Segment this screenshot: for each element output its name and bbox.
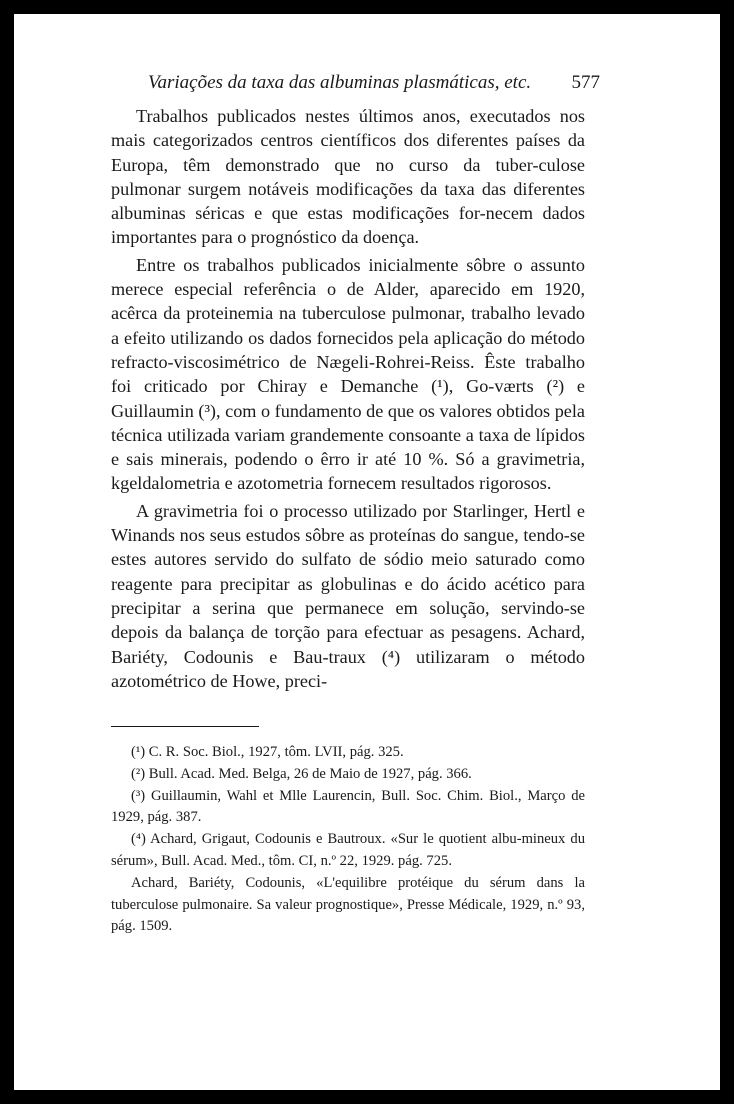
- paragraph-2: Entre os trabalhos publicados inicialmente sôbre o assunto merece especial referência o de Alder, aparecido em 1920, acêrca da proteinemia na tuberculose pulmonar, trabalho levado a efeito utilizando os dados fornecidos pela aplicação do método refracto-viscosimétrico de Nægeli-Rohrei-Reiss. Êste trabalho foi criticado por Chiray e Demanche (¹), Go-værts (²) e Guillaumin (³), com o fundamento de que os valores obtidos pela técnica utilizada variam grandemente consoante a taxa de lípidos e sais minerais, podendo o êrro ir até 10 %. Só a gravimetria, kgeldalometria e azotometria fornecem resultados rigorosos.: [111, 254, 585, 494]
- footnote-marker: (³): [131, 787, 146, 804]
- page-number: 577: [571, 72, 600, 93]
- body-text: [111, 104, 585, 693]
- footnotes: [111, 742, 585, 938]
- footnote-text: Achard, Grigaut, Codounis e Bautroux. «Sur le quotient albu-mineux du sérum», Bull. Acad. Med., tôm. CI, n.º 22, 1929. pág. 725.: [111, 831, 585, 869]
- footnote-marker: (¹): [131, 744, 146, 760]
- running-header: [148, 72, 600, 94]
- paragraph-1: Trabalhos publicados nestes últimos anos, executados nos mais categorizados centros científicos dos diferentes países da Europa, têm demonstrado que no curso da tuber-culose pulmonar surgem notáveis modificações da taxa das diferentes albuminas séricas e que estas modificações for-necem dados importantes para o prognóstico da doença.: [111, 106, 585, 248]
- paragraph-3: A gravimetria foi o processo utilizado por Starlinger, Hertl e Winands nos seus estudos sôbre as proteínas do sangue, tendo-se estes autores servido do sulfato de sódio meio saturado como reagente para precipitar as globulinas e do ácido acético para precipitar a serina que permanece em solução, servindo-se depois da balança de torção para efectuar as pesagens. Achard, Bariéty, Codounis e Bau-traux (⁴) utilizaram o método azotométrico de Howe, preci-: [111, 500, 585, 691]
- footnote-marker: (⁴): [131, 831, 146, 848]
- running-title: Variações da taxa das albuminas plasmáticas, etc.: [148, 72, 532, 93]
- document-page: [14, 14, 720, 1090]
- footnote-1: [111, 742, 585, 764]
- footnote-3: [111, 786, 585, 830]
- footnote-divider: [111, 726, 259, 727]
- footnote-4-continuation: [111, 873, 585, 938]
- footnote-text: Bull. Acad. Med. Belga, 26 de Maio de 1927, pág. 366.: [148, 765, 472, 782]
- footnote-2: [111, 764, 585, 786]
- footnote-4: [111, 829, 585, 873]
- footnote-text: C. R. Soc. Biol., 1927, tôm. LVII, pág. 325.: [148, 744, 404, 760]
- footnote-text: Achard, Bariéty, Codounis, «L'equilibre protéique du sérum dans la tuberculose pulmonaire. Sa valeur prognostique», Presse Médicale, 1929, n.º 93, pág. 1509.: [111, 874, 585, 935]
- footnote-text: Guillaumin, Wahl et Mlle Laurencin, Bull. Soc. Chim. Biol., Março de 1929, pág. 387.: [111, 787, 586, 826]
- footnote-marker: (²): [131, 765, 146, 782]
